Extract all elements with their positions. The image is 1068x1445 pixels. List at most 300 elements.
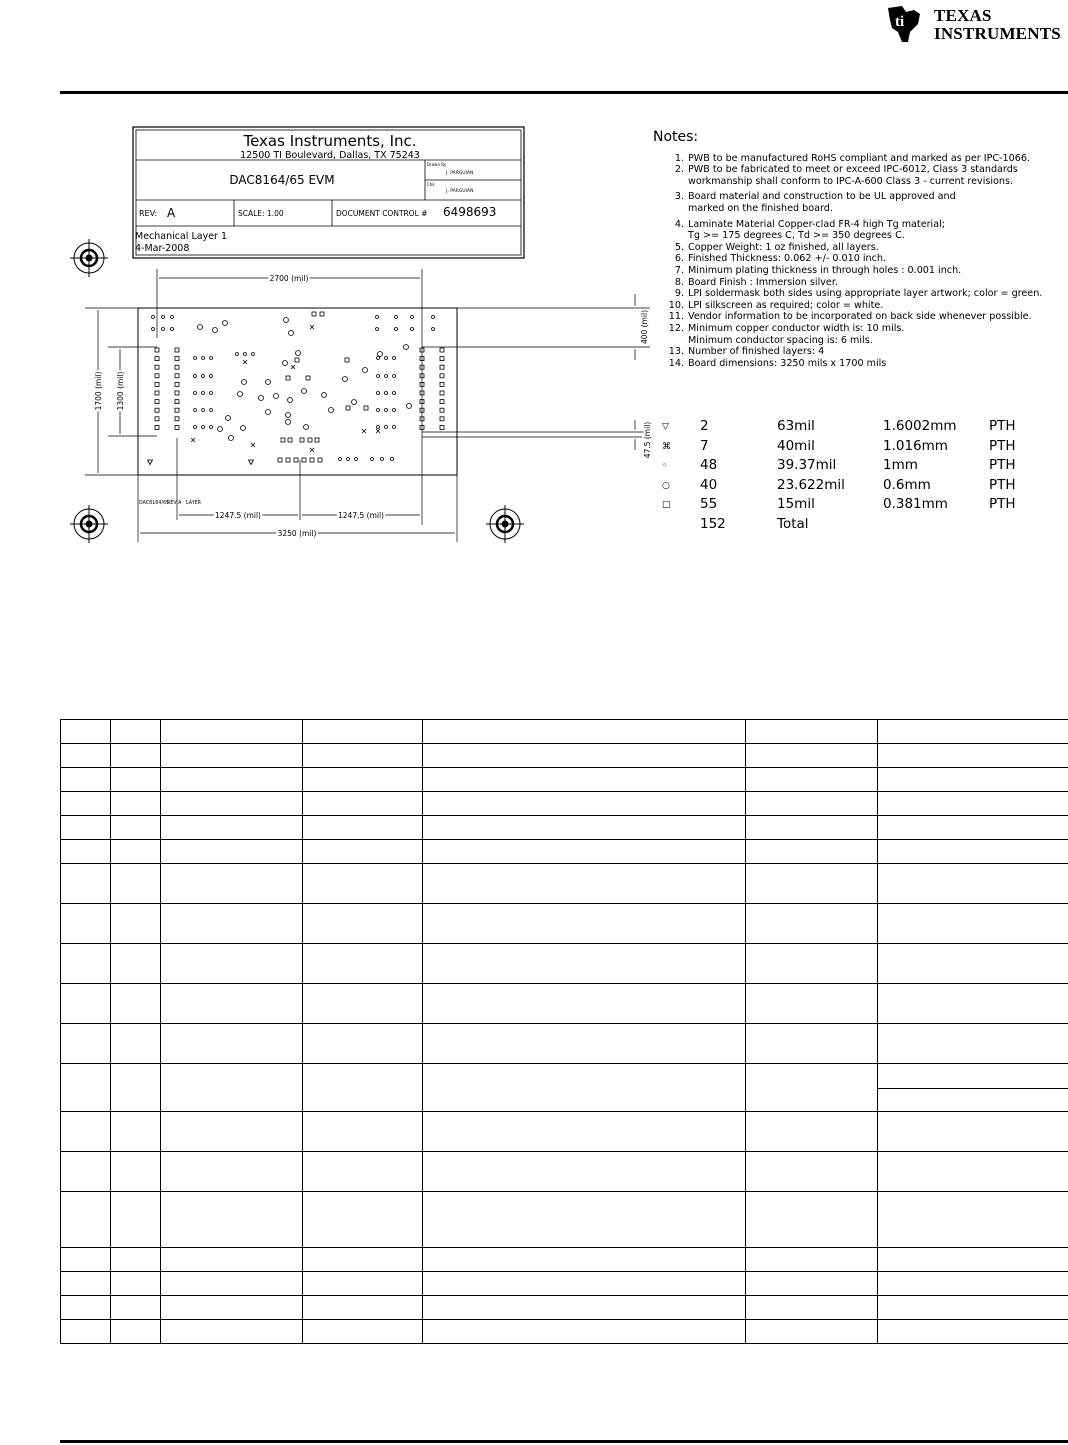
table-cell	[303, 1320, 423, 1344]
table-cell	[303, 1296, 423, 1320]
table-cell	[878, 904, 1068, 944]
note-text: Board Finish : Immersion silver.	[688, 276, 838, 288]
table-cell	[423, 816, 746, 840]
notes-section	[653, 129, 1068, 369]
note-item	[653, 191, 1068, 214]
round-hole	[194, 375, 197, 378]
table-cell	[303, 1272, 423, 1296]
drill-count: 7	[700, 437, 709, 454]
table-cell	[61, 1320, 111, 1344]
table-cell	[161, 720, 303, 744]
note-number: 1.	[674, 152, 684, 164]
round-hole	[210, 426, 213, 429]
table-cell	[161, 1272, 303, 1296]
table-cell	[111, 1320, 161, 1344]
round-hole	[393, 409, 396, 412]
round-hole	[432, 316, 435, 319]
dim-right-top: 400 (mil)	[640, 309, 649, 345]
note-number: 6.	[674, 253, 684, 265]
dim-height-inner: 1300 (mil)	[116, 371, 125, 411]
table-cell	[111, 720, 161, 744]
round-hole	[385, 357, 388, 360]
table-cell	[423, 720, 746, 744]
round-hole	[296, 351, 301, 356]
round-hole	[329, 408, 334, 413]
drill-size: 40mil	[777, 437, 815, 454]
round-hole	[202, 426, 205, 429]
table-cell	[161, 1192, 303, 1248]
square-hole	[315, 438, 319, 442]
table-cell	[111, 1192, 161, 1248]
square-hole	[175, 348, 179, 352]
table-cell	[878, 1024, 1068, 1064]
round-hole	[202, 357, 205, 360]
company-address: 12500 TI Boulevard, Dallas, TX 75243	[240, 150, 420, 161]
table-row	[61, 816, 1068, 840]
note-number: 10.	[668, 299, 684, 311]
square-hole	[155, 357, 159, 361]
dim-left-half: 1247.5 (mil)	[215, 511, 261, 520]
square-hole	[155, 391, 159, 395]
table-cell	[111, 944, 161, 984]
table-row	[61, 1296, 1068, 1320]
note-text: Laminate Material Copper-clad FR-4 high Tg material; Tg >= 175 degrees C, Td >= 350 degrees C.	[688, 218, 945, 242]
table-row	[61, 984, 1068, 1024]
note-text: Copper Weight: 1 oz finished, all layers.	[688, 241, 879, 253]
round-hole	[223, 321, 228, 326]
drill-count: 2	[700, 418, 709, 434]
round-hole	[202, 409, 205, 412]
table-cell	[161, 1152, 303, 1192]
note-number: 14.	[668, 357, 684, 369]
square-hole	[308, 438, 312, 442]
square-hole	[440, 391, 444, 395]
board-name: DAC8164/65 EVM	[229, 173, 335, 187]
square-hole	[155, 408, 159, 412]
drill-total-label: Total	[777, 515, 809, 532]
table-cell	[746, 1192, 878, 1248]
doc-number: 6498693	[443, 205, 497, 219]
table-cell	[111, 1064, 161, 1112]
table-cell	[746, 1024, 878, 1064]
round-hole	[411, 328, 414, 331]
footer-rule	[60, 1440, 1068, 1443]
table-cell	[61, 1024, 111, 1064]
square-hole	[440, 348, 444, 352]
square-hole	[175, 408, 179, 412]
table-cell	[303, 744, 423, 768]
drill-mm: 0.6mm	[883, 476, 931, 493]
note-item	[653, 265, 1068, 277]
round-hole	[363, 368, 368, 373]
table-cell	[61, 1192, 111, 1248]
table-cell	[161, 984, 303, 1024]
square-hole	[286, 376, 290, 380]
square-hole	[155, 400, 159, 404]
board-outline	[138, 308, 457, 475]
table-cell	[878, 1320, 1068, 1344]
round-hole	[304, 425, 309, 430]
table-cell	[61, 1064, 111, 1112]
table-cell	[303, 840, 423, 864]
target-marker-top-left	[70, 239, 108, 277]
table-cell	[746, 1064, 878, 1112]
table-cell	[61, 1248, 111, 1272]
logo-line-1: TEXAS	[934, 6, 992, 25]
drill-count: 40	[700, 476, 718, 493]
square-hole	[295, 358, 299, 362]
drawn-by-label: Drawn By	[427, 162, 447, 167]
round-hole	[289, 331, 294, 336]
note-number: 11.	[668, 311, 684, 323]
note-item	[653, 253, 1068, 265]
drill-mm: 0.381mm	[883, 496, 948, 512]
round-hole	[152, 316, 155, 319]
table-cell	[61, 792, 111, 816]
square-hole	[155, 374, 159, 378]
table-cell	[746, 1320, 878, 1344]
table-cell	[111, 768, 161, 792]
round-hole	[162, 328, 165, 331]
table-cell	[61, 840, 111, 864]
note-item	[653, 277, 1068, 289]
small-circle-drill-icon: ◦	[662, 461, 668, 471]
table-cell	[878, 720, 1068, 744]
table-cell	[746, 720, 878, 744]
table-cell	[161, 1320, 303, 1344]
square-hole	[175, 417, 179, 421]
table-row	[61, 864, 1068, 904]
dim-height-outer: 1700 (mil)	[94, 371, 103, 411]
drill-type: PTH	[989, 437, 1016, 454]
square-hole	[286, 458, 290, 462]
scale: SCALE: 1.00	[238, 209, 284, 218]
round-hole	[202, 375, 205, 378]
square-hole	[310, 458, 314, 462]
rev-value: A	[167, 206, 176, 220]
round-hole	[385, 426, 388, 429]
note-text: LPI soldermask both sides using appropriate layer artwork; color = green.	[688, 288, 1043, 300]
round-hole	[274, 394, 279, 399]
table-row	[61, 1024, 1068, 1064]
table-cell	[303, 864, 423, 904]
table-cell	[111, 904, 161, 944]
checked-by: J. PARGUIAN	[446, 189, 474, 194]
note-item	[653, 164, 1068, 187]
table-cell	[746, 904, 878, 944]
square-hole	[318, 458, 322, 462]
square-hole	[175, 374, 179, 378]
table-cell	[878, 1296, 1068, 1320]
round-hole	[210, 409, 213, 412]
square-hole	[440, 408, 444, 412]
table-cell	[161, 792, 303, 816]
round-hole	[378, 352, 383, 357]
table-cell	[303, 720, 423, 744]
round-hole	[343, 377, 348, 382]
round-hole	[385, 409, 388, 412]
drill-size: 63mil	[777, 418, 815, 434]
square-hole	[155, 365, 159, 369]
square-hole	[155, 417, 159, 421]
round-hole	[376, 316, 379, 319]
table-row	[61, 1112, 1068, 1152]
ti-logo	[882, 2, 1068, 46]
drawing-svg	[60, 120, 660, 550]
note-text: Vendor information to be incorporated on back side whenever possible.	[688, 311, 1032, 323]
table-cell	[161, 904, 303, 944]
square-hole	[346, 406, 350, 410]
round-hole	[385, 392, 388, 395]
round-hole	[236, 353, 239, 356]
round-hole	[391, 458, 394, 461]
square-hole	[281, 438, 285, 442]
table-cell	[303, 1064, 423, 1112]
ti-logo-icon	[882, 2, 926, 46]
dim-right-half: 1247.5 (mil)	[338, 511, 384, 520]
table-cell	[61, 1152, 111, 1192]
table-cell	[423, 1192, 746, 1248]
table-cell	[746, 768, 878, 792]
table-cell	[746, 744, 878, 768]
round-hole	[266, 410, 271, 415]
round-hole	[381, 458, 384, 461]
drill-size: 15mil	[777, 496, 815, 512]
table-cell	[423, 1296, 746, 1320]
cross-drill-icon: ⌘	[662, 441, 671, 452]
table-cell	[111, 1296, 161, 1320]
square-hole	[288, 438, 292, 442]
round-hole	[393, 392, 396, 395]
round-hole	[194, 357, 197, 360]
square-drill-icon: □	[662, 500, 671, 510]
table-cell	[303, 1112, 423, 1152]
round-hole	[411, 316, 414, 319]
table-cell	[878, 1064, 1068, 1112]
square-hole	[364, 406, 368, 410]
square-hole	[175, 391, 179, 395]
table-cell	[111, 1024, 161, 1064]
round-hole	[377, 409, 380, 412]
square-hole	[440, 425, 444, 429]
drill-size: 23.622mil	[777, 476, 845, 493]
square-hole	[440, 400, 444, 404]
note-number: 8.	[674, 276, 684, 288]
empty-grid-table	[60, 719, 1068, 1344]
table-row	[61, 720, 1068, 744]
drill-total-count: 152	[700, 515, 726, 532]
table-row	[61, 904, 1068, 944]
table-row	[61, 1192, 1068, 1248]
round-hole	[385, 375, 388, 378]
table-cell	[61, 768, 111, 792]
table-cell	[746, 984, 878, 1024]
table-cell	[303, 1152, 423, 1192]
square-hole	[175, 365, 179, 369]
layer-name: Mechanical Layer 1	[135, 231, 228, 242]
square-hole	[440, 357, 444, 361]
dim-total-width: 3250 (mil)	[277, 529, 317, 538]
note-item	[653, 300, 1068, 312]
table-cell	[423, 984, 746, 1024]
table-row	[61, 1320, 1068, 1344]
square-hole	[175, 357, 179, 361]
round-hole	[395, 328, 398, 331]
table-row	[61, 1248, 1068, 1272]
drill-count: 55	[700, 496, 718, 512]
round-hole	[393, 426, 396, 429]
note-item	[653, 242, 1068, 254]
round-hole	[376, 328, 379, 331]
table-cell	[878, 1248, 1068, 1272]
drill-type: PTH	[989, 418, 1016, 434]
table-cell	[161, 1296, 303, 1320]
round-hole	[194, 426, 197, 429]
round-hole	[171, 328, 174, 331]
table-cell	[61, 864, 111, 904]
round-hole	[302, 389, 307, 394]
round-hole	[241, 426, 246, 431]
note-item	[653, 153, 1068, 165]
note-number: 3.	[674, 191, 684, 203]
table-cell	[878, 1192, 1068, 1248]
table-cell	[746, 1272, 878, 1296]
round-hole	[404, 345, 409, 350]
drill-type: PTH	[989, 496, 1016, 512]
company-name: Texas Instruments, Inc.	[243, 132, 417, 150]
note-item	[653, 311, 1068, 323]
table-cell	[878, 984, 1068, 1024]
table-cell	[423, 768, 746, 792]
round-hole	[355, 458, 358, 461]
table-cell	[423, 1320, 746, 1344]
round-hole	[210, 392, 213, 395]
round-hole	[288, 398, 293, 403]
table-cell	[423, 792, 746, 816]
note-text: Board material and construction to be UL approved and marked on the finished board.	[688, 191, 956, 214]
square-hole	[320, 312, 324, 316]
note-number: 4.	[674, 218, 684, 230]
board-label-name: DAC8164/65	[139, 501, 170, 506]
drill-holes	[148, 312, 445, 465]
table-cell	[746, 1296, 878, 1320]
round-hole	[266, 380, 271, 385]
round-hole	[377, 357, 380, 360]
table-cell	[423, 1112, 746, 1152]
triangle-drill-icon: ▽	[662, 422, 669, 432]
note-number: 12.	[668, 322, 684, 334]
square-hole	[155, 348, 159, 352]
round-hole	[284, 318, 289, 323]
table-cell	[878, 1112, 1068, 1152]
note-number: 9.	[674, 288, 684, 300]
round-hole	[395, 316, 398, 319]
drill-mm: 1mm	[883, 457, 918, 473]
table-subcell	[878, 1064, 1068, 1089]
table-cell	[303, 1192, 423, 1248]
round-hole	[283, 361, 288, 366]
round-hole	[226, 416, 231, 421]
table-row	[61, 840, 1068, 864]
logo-line-2: INSTRUMENTS	[934, 24, 1061, 43]
note-item	[653, 346, 1068, 358]
table-cell	[161, 840, 303, 864]
square-hole	[345, 358, 349, 362]
square-hole	[278, 458, 282, 462]
round-hole	[322, 393, 327, 398]
checked-label: Chk	[427, 182, 435, 187]
table-row	[61, 944, 1068, 984]
table-cell	[878, 944, 1068, 984]
table-cell	[746, 944, 878, 984]
table-cell	[878, 1272, 1068, 1296]
square-hole	[440, 417, 444, 421]
round-hole	[229, 436, 234, 441]
table-cell	[111, 1112, 161, 1152]
square-hole	[155, 425, 159, 429]
drill-type: PTH	[989, 457, 1016, 473]
note-text: PWB to be fabricated to meet or exceed IPC-6012, Class 3 standards workmanship shall conform to IPC-A-600 Class 3 - current revisions.	[688, 164, 1018, 187]
table-cell	[111, 840, 161, 864]
table-cell	[878, 1152, 1068, 1192]
table-cell	[111, 816, 161, 840]
table-cell	[423, 744, 746, 768]
round-hole	[432, 328, 435, 331]
table-cell	[161, 1064, 303, 1112]
round-hole	[242, 380, 247, 385]
drill-mm: 1.6002mm	[883, 418, 957, 434]
round-hole	[152, 328, 155, 331]
drill-mm: 1.016mm	[883, 437, 948, 454]
note-number: 13.	[668, 346, 684, 358]
table-cell	[878, 792, 1068, 816]
table-cell	[423, 1064, 746, 1112]
round-hole	[210, 375, 213, 378]
round-hole	[252, 353, 255, 356]
table-cell	[423, 1248, 746, 1272]
target-marker-bottom-left	[70, 505, 108, 543]
round-hole	[259, 396, 264, 401]
square-hole	[175, 382, 179, 386]
note-text: Finished Thickness: 0.062 +/- 0.010 inch.	[688, 253, 887, 265]
square-hole	[306, 376, 310, 380]
table-cell	[61, 944, 111, 984]
table-cell	[746, 792, 878, 816]
table-cell	[303, 904, 423, 944]
table-cell	[303, 1248, 423, 1272]
square-hole	[440, 365, 444, 369]
table-cell	[161, 864, 303, 904]
round-hole	[377, 375, 380, 378]
table-cell	[111, 984, 161, 1024]
table-cell	[161, 1248, 303, 1272]
round-hole	[352, 400, 357, 405]
table-cell	[111, 864, 161, 904]
table-cell	[878, 744, 1068, 768]
rev-label: REV:	[139, 209, 158, 218]
round-hole	[194, 392, 197, 395]
table-cell	[303, 768, 423, 792]
table-cell	[61, 1296, 111, 1320]
square-hole	[312, 312, 316, 316]
table-cell	[161, 944, 303, 984]
round-hole	[377, 426, 380, 429]
table-cell	[746, 1112, 878, 1152]
round-hole	[162, 316, 165, 319]
table-cell	[303, 1024, 423, 1064]
notes-title: Notes:	[653, 129, 699, 145]
table-cell	[61, 1272, 111, 1296]
